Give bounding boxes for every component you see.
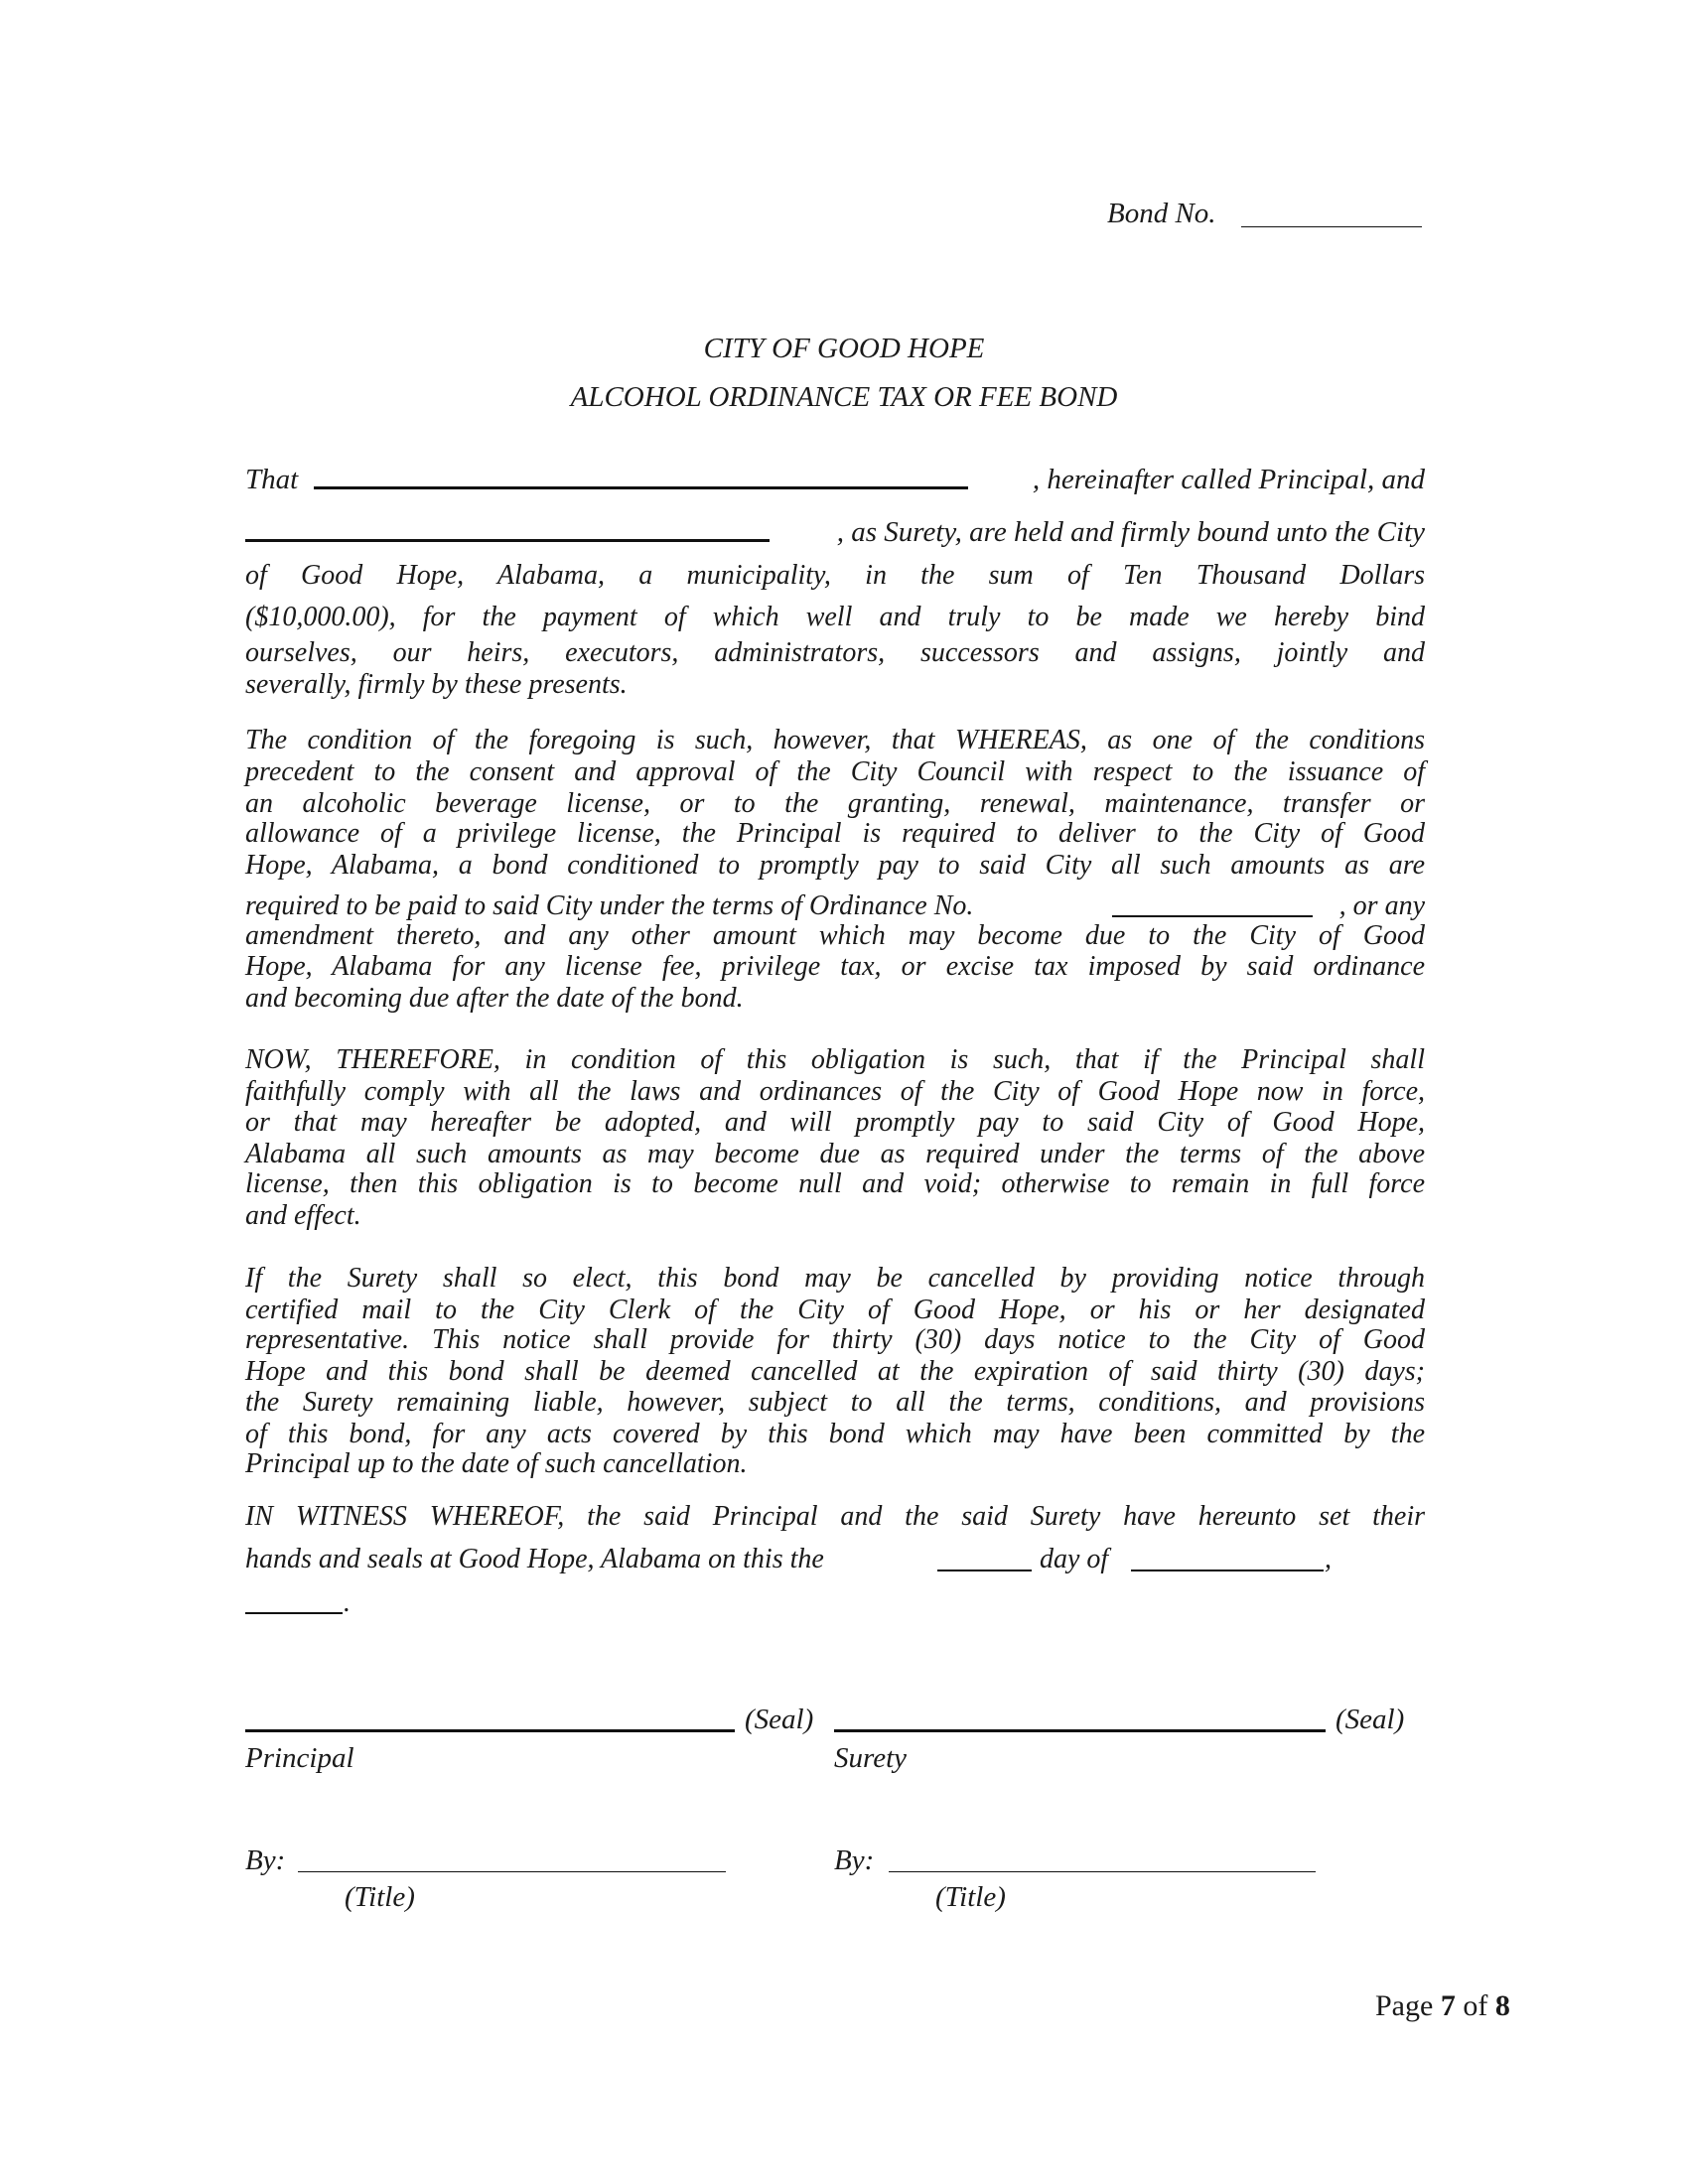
surety-title-label: (Title): [935, 1881, 1006, 1913]
year-field[interactable]: [245, 1612, 343, 1614]
para2-line: Hope, Alabama, a bond conditioned to promptly pay to said City all such amounts as are: [245, 850, 1425, 881]
ordinance-suffix: , or any: [1338, 890, 1425, 921]
para3-line: and effect.: [245, 1200, 361, 1231]
day-field[interactable]: [937, 1570, 1032, 1571]
page-current: 7: [1440, 1989, 1456, 2022]
para2-line: an alcoholic beverage license, or to the granting, renewal, maintenance, transfer or: [245, 788, 1425, 819]
period: .: [344, 1587, 351, 1618]
principal-title-label: (Title): [345, 1881, 415, 1913]
surety-seal-label: (Seal): [1336, 1704, 1405, 1735]
month-field[interactable]: [1131, 1570, 1324, 1571]
principal-suffix: , hereinafter called Principal, and: [1032, 464, 1425, 495]
para4-line: If the Surety shall so elect, this bond may be cancelled by providing notice through: [245, 1263, 1425, 1294]
para2-line: Hope, Alabama for any license fee, privilege tax, or excise tax imposed by said ordinance: [245, 951, 1425, 982]
para3-line: license, then this obligation is to become null and void; otherwise to remain in full force: [245, 1168, 1425, 1199]
ordinance-prefix: required to be paid to said City under the terms of Ordinance No.: [245, 890, 974, 921]
para1-line: ourselves, our heirs, executors, administrators, successors and assigns, jointly and: [245, 637, 1425, 668]
page-number: [1375, 1990, 1510, 2022]
para3-line: NOW, THEREFORE, in condition of this obligation is such, that if the Principal shall: [245, 1044, 1425, 1075]
surety-name-field[interactable]: [245, 539, 770, 542]
comma: ,: [1325, 1544, 1332, 1574]
witness-line: IN WITNESS WHEREOF, the said Principal and the said Surety have hereunto set their: [245, 1501, 1425, 1532]
para4-line: certified mail to the City Clerk of the City of Good Hope, or his or her designated: [245, 1295, 1425, 1325]
that-label: That: [245, 464, 299, 495]
para1-line: severally, firmly by these presents.: [245, 669, 628, 700]
para4-line: Hope and this bond shall be deemed cancelled at the expiration of said thirty (30) days;: [245, 1356, 1425, 1387]
para2-line: The condition of the foregoing is such, however, that WHEREAS, as one of the conditions: [245, 725, 1425, 755]
para1-line: of Good Hope, Alabama, a municipality, in the sum of Ten Thousand Dollars: [245, 560, 1425, 591]
principal-by-field[interactable]: [298, 1871, 726, 1872]
ordinance-number-field[interactable]: [1112, 915, 1313, 917]
para4-line: Principal up to the date of such cancellation.: [245, 1448, 748, 1479]
of-label: of: [1463, 1989, 1488, 2022]
document-title-bond: ALCOHOL ORDINANCE TAX OR FEE BOND: [570, 381, 1118, 413]
principal-signature-field[interactable]: [245, 1729, 735, 1732]
principal-name-field[interactable]: [314, 486, 968, 489]
para4-line: the Surety remaining liable, however, subject to all the terms, conditions, and provisions: [245, 1387, 1425, 1418]
surety-by-label: By:: [834, 1844, 875, 1876]
para2-line: allowance of a privilege license, the Principal is required to deliver to the City of Good: [245, 818, 1425, 849]
para3-line: faithfully comply with all the laws and ordinances of the City of Good Hope now in force,: [245, 1076, 1425, 1107]
bond-number-label: Bond No.: [1107, 198, 1216, 229]
bond-number-field[interactable]: [1241, 226, 1422, 227]
page-label: Page: [1375, 1989, 1434, 2022]
day-of-label: day of: [1040, 1544, 1109, 1574]
para3-line: or that may hereafter be adopted, and will promptly pay to said City of Good Hope,: [245, 1107, 1425, 1138]
para4-line: of this bond, for any acts covered by this bond which may have been committed by the: [245, 1419, 1425, 1449]
surety-by-field[interactable]: [889, 1871, 1316, 1872]
document-title-city: CITY OF GOOD HOPE: [703, 333, 985, 364]
witness-date-prefix: hands and seals at Good Hope, Alabama on this the: [245, 1544, 824, 1574]
para4-line: representative. This notice shall provide for thirty (30) days notice to the City of Good: [245, 1324, 1425, 1355]
surety-suffix: , as Surety, are held and firmly bound unto the City: [836, 516, 1425, 548]
surety-label: Surety: [834, 1742, 908, 1774]
para1-line: ($10,000.00), for the payment of which well and truly to be made we hereby bind: [245, 602, 1425, 632]
principal-by-label: By:: [245, 1844, 286, 1876]
para3-line: Alabama all such amounts as may become due as required under the terms of the above: [245, 1139, 1425, 1169]
para2-line: amendment thereto, and any other amount which may become due to the City of Good: [245, 920, 1425, 951]
principal-seal-label: (Seal): [745, 1704, 814, 1735]
surety-signature-field[interactable]: [834, 1729, 1326, 1732]
para2-line: and becoming due after the date of the bond.: [245, 983, 744, 1014]
para2-line: precedent to the consent and approval of the City Council with respect to the issuance of: [245, 756, 1425, 787]
principal-label: Principal: [245, 1742, 354, 1774]
page-total: 8: [1494, 1989, 1510, 2022]
